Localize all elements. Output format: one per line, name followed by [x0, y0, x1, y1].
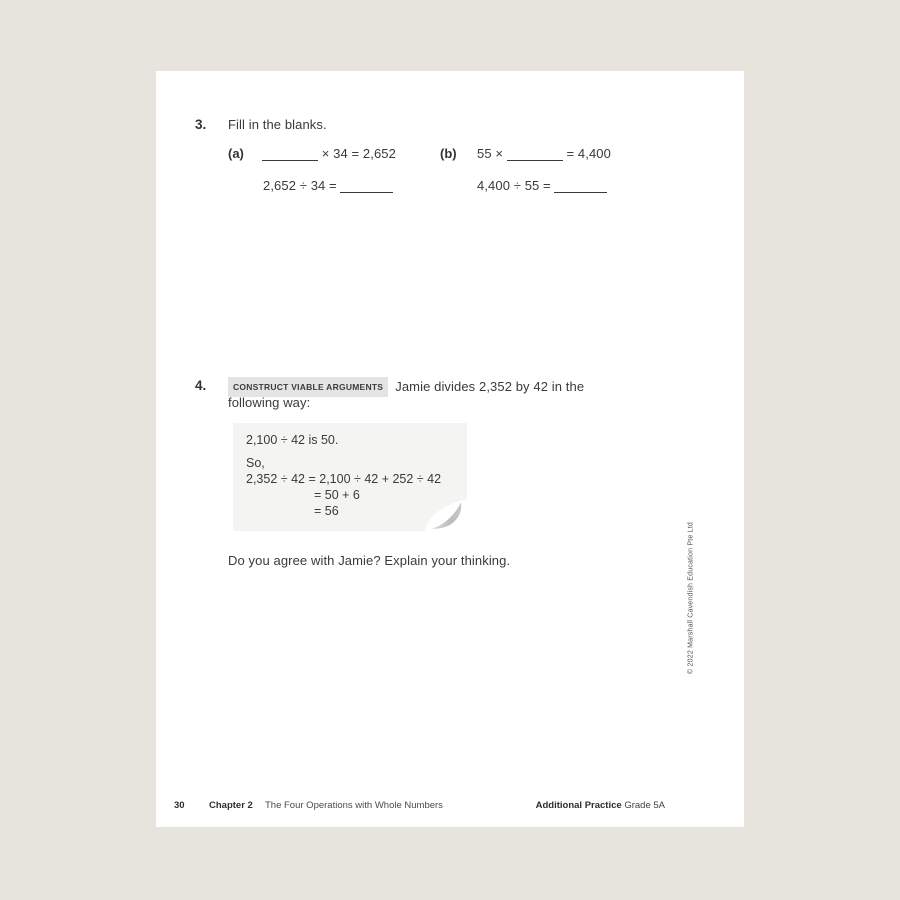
part-b-equation-1: [477, 146, 611, 161]
note-line-so: So,: [246, 456, 265, 470]
question-4-followup: Do you agree with Jamie? Explain your thinking.: [228, 553, 511, 568]
intro-text: Jamie divides 2,352 by 42 in the: [395, 379, 585, 394]
footer-chapter-title: The Four Operations with Whole Numbers: [265, 800, 443, 811]
equation-text: × 34 = 2,652: [321, 146, 396, 161]
note-line-step3: = 56: [314, 504, 339, 518]
answer-blank: [340, 181, 393, 193]
copyright-sidebar-text: © 2022 Marshall Cavendish Education Pte Ltd: [687, 522, 695, 674]
math-practice-badge: CONSTRUCT VIABLE ARGUMENTS: [228, 377, 388, 397]
page-curl-icon: [425, 499, 467, 531]
footer-page-number: 30: [174, 800, 185, 811]
question-4-intro-line-2: following way:: [228, 395, 311, 410]
equation-text: = 4,400: [566, 146, 611, 161]
question-3-prompt: Fill in the blanks.: [228, 117, 327, 132]
answer-blank: [262, 149, 318, 161]
workbook-page: [156, 71, 744, 827]
page-footer: [156, 800, 744, 814]
answer-blank: [507, 149, 563, 161]
equation-text: 2,652 ÷ 34 =: [263, 178, 337, 193]
note-line-statement: 2,100 ÷ 42 is 50.: [246, 433, 339, 447]
part-b-label: (b): [440, 146, 457, 161]
footer-book-title: Additional Practice: [535, 800, 622, 811]
part-a-label: (a): [228, 146, 244, 161]
equation-text: 4,400 ÷ 55 =: [477, 178, 551, 193]
question-3-number: 3.: [195, 117, 207, 132]
question-4-number: 4.: [195, 378, 207, 393]
part-a-equation-1: [262, 146, 396, 161]
note-line-equation: 2,352 ÷ 42 = 2,100 ÷ 42 + 252 ÷ 42: [246, 472, 442, 486]
note-line-step2: = 50 + 6: [314, 488, 360, 502]
footer-grade: Grade 5A: [624, 800, 665, 811]
answer-blank: [554, 181, 607, 193]
jamie-work-note: [233, 423, 467, 531]
footer-chapter-label: Chapter 2: [209, 800, 253, 811]
part-b-equation-2: [477, 178, 607, 193]
equation-text: 55 ×: [477, 146, 504, 161]
question-4-intro-line-1: [228, 377, 584, 397]
footer-book-info: [536, 800, 665, 811]
part-a-equation-2: [263, 178, 393, 193]
